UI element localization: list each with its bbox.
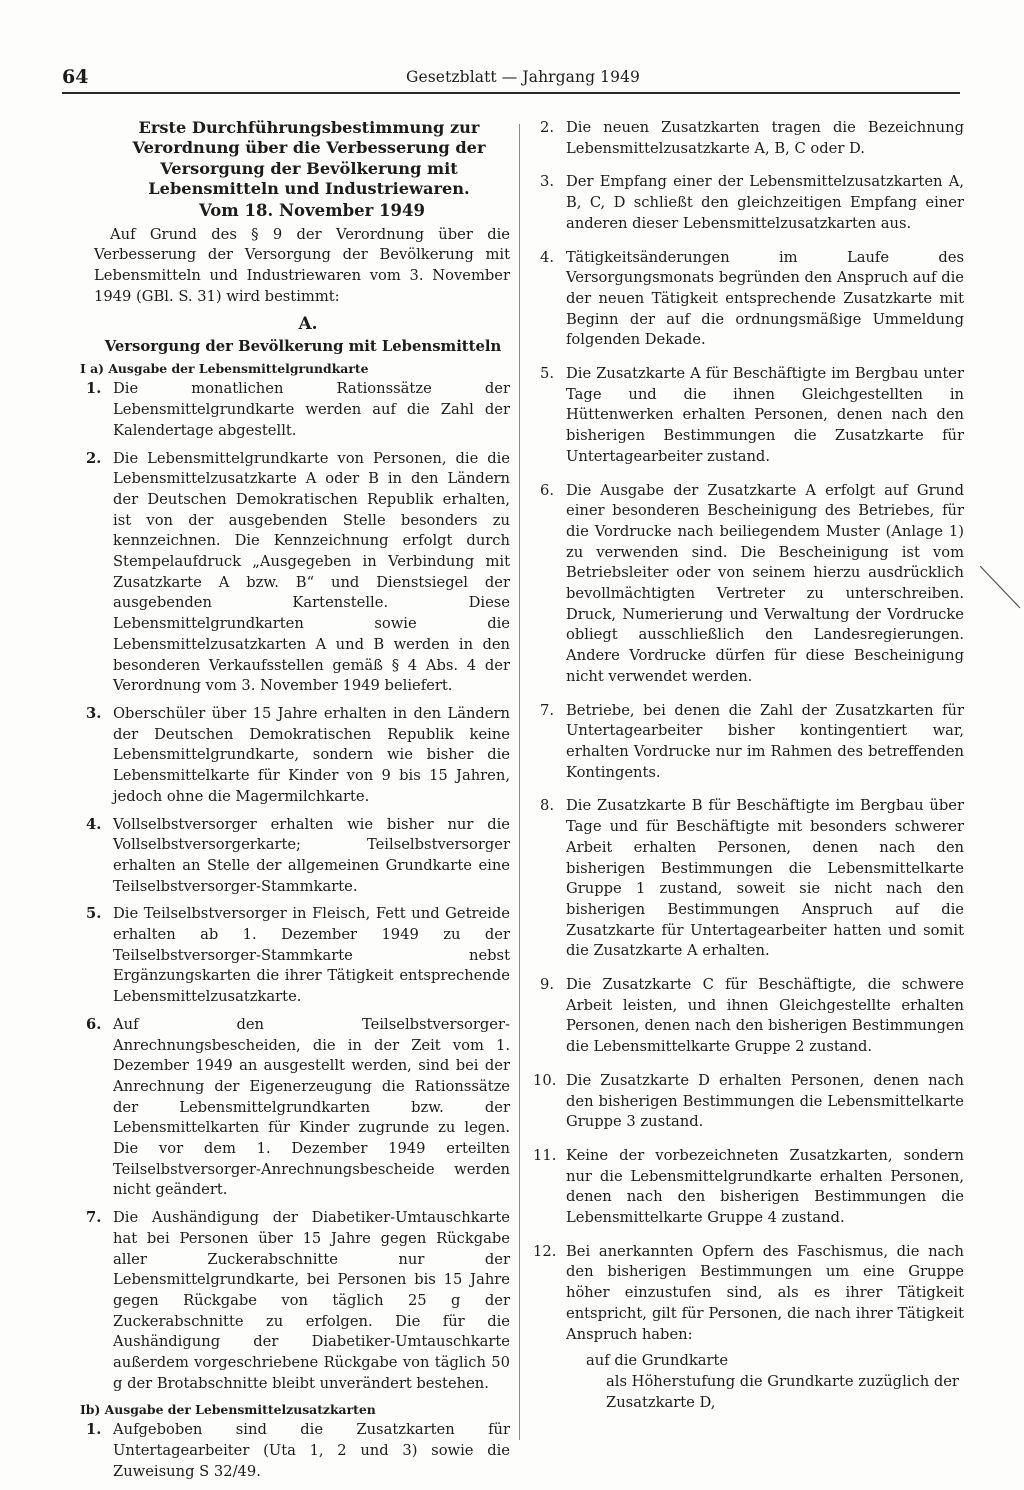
list-item bbox=[536, 248, 964, 352]
list-item bbox=[82, 379, 510, 441]
item-text: Der Empfang einer der Lebensmittelzusatzkarten A, B, C, D schließt den gleichzeitigen Empfang einer anderen dieser Lebensmittelzusatzkarten aus. bbox=[566, 173, 964, 232]
item-number: 6. bbox=[86, 1015, 102, 1033]
item-text: Aufgeboben sind die Zusatzkarten für Untertagearbeiter (Uta 1, 2 und 3) sowie die Zuweisung S 32/49. bbox=[113, 1421, 510, 1480]
item-text: Die Zusatzkarte C für Beschäftigte, die schwere Arbeit leisten, und ihnen Gleichgestellte erhalten Personen, denen nach den bisherigen Bestimmungen die Lebensmittelkarte Gruppe 2 zustand. bbox=[566, 976, 964, 1056]
list-item bbox=[533, 1146, 964, 1229]
item-number: 11. bbox=[533, 1146, 557, 1164]
item-number: 7. bbox=[86, 1209, 102, 1227]
list-item bbox=[82, 1208, 510, 1394]
left-column bbox=[82, 118, 510, 1490]
item-text: Oberschüler über 15 Jahre erhalten in den Ländern der Deutschen Demokratischen Republik keine Lebensmittelgrundkarte, sondern wie bisher die Lebensmittelkarte für Kinder von 9 bis 15 Jahren, jedoch ohne die Magermilchkarte. bbox=[113, 704, 510, 805]
item-text: Die monatlichen Rationssätze der Lebensmittelgrundkarte werden auf die Zahl der Kalendertage abgestellt. bbox=[113, 380, 510, 439]
list-item bbox=[536, 481, 964, 688]
list-item bbox=[82, 449, 510, 697]
sub-list-line: auf die Grundkarte bbox=[586, 1352, 729, 1370]
item-text: Die Aushändigung der Diabetiker-Umtauschkarte hat bei Personen über 15 Jahre gegen Rückgabe aller Zuckerabschnitte nur der Lebensmittelgrundkarte, bei Personen bis 15 Jahre gegen Rückgabe von täglich 25 g der Zuckerabschnitte zu erfolgen. Die für die Aushändigung der Diabetiker-Umtauschkarte außerdem vorgeschriebene Rückgabe von täglich 50 g der Brotabschnitte bleibt unverändert bestehen. bbox=[113, 1209, 510, 1392]
item-text: Vollselbstversorger erhalten wie bisher nur die Vollselbstversorgerkarte; Teilselbstversorger erhalten an Stelle der allgemeinen Grundkarte eine Teilselbstversorger-Stammkarte. bbox=[113, 815, 510, 895]
sub-list-line: als Höherstufung die Grundkarte zuzüglich der Zusatzkarte D, bbox=[606, 1372, 959, 1411]
item-text: Betriebe, bei denen die Zahl der Zusatzkarten für Untertagearbeiter bisher kontingentiert war, erhalten Vordrucke nur im Rahmen des betreffenden Kontingents. bbox=[566, 701, 964, 781]
item-text: Tätigkeitsänderungen im Laufe des Versorgungsmonats begründen den Anspruch auf die der neuen Tätigkeit entsprechende Zusatzkarte mit Beginn der auf die ordnungsmäßige Ummeldung folgenden Dekade. bbox=[566, 248, 964, 349]
item-text: Die Ausgabe der Zusatzkarte A erfolgt auf Grund einer besonderen Bescheinigung des Betriebes, für die Vordrucke nach beiliegendem Muster (Anlage 1) zu verwenden sind. Die Bescheinigung ist vom Betriebsleiter oder von seinem hierzu ausdrücklich bevollmächtigten Vertreter zu unterschreiben. Druck, Numerierung und Verwaltung der Vordrucke obliegt ausschließlich den Landesregierungen. Andere Vordrucke dürfen für diese Bescheinigung nicht verwendet werden. bbox=[566, 481, 964, 685]
item-number: 3. bbox=[540, 173, 555, 191]
list-item bbox=[536, 172, 964, 234]
item-text: Auf den Teilselbstversorger-Anrechnungsbescheiden, die in der Zeit vom 1. Dezember 1949 an ausgestellt werden, sind bei der Anrechnung der Eigenerzeugung die Rationssätze der Lebensmittelgrundkarten bzw. der Lebensmittelkarten für Kinder zugrunde zu legen. Die vor dem 1. Dezember 1949 erteilten Teilselbstversorger-Anrechnungsbescheide werden nicht geändert. bbox=[113, 1015, 510, 1199]
item-number: 10. bbox=[533, 1071, 557, 1089]
list-item bbox=[536, 796, 964, 962]
item-number: 8. bbox=[540, 797, 555, 815]
column-divider bbox=[519, 124, 520, 1440]
item-text: Die Zusatzkarte D erhalten Personen, denen nach den bisherigen Bestimmungen die Lebensmittelkarte Gruppe 3 zustand. bbox=[566, 1071, 964, 1131]
item-number: 1. bbox=[86, 1421, 102, 1439]
item-text: Die Zusatzkarte B für Beschäftigte im Bergbau über Tage und für Beschäftigte mit besonders schwerer Arbeit erhalten Personen, denen nach den bisherigen Bestimmungen die Lebensmittelkarte Gruppe 1 zustand, soweit sie nicht nach den bisherigen Bestimmungen Anspruch auf die Zusatzkarte für Untertagearbeiter hatten und somit die Zusatzkarte A erhalten. bbox=[566, 797, 964, 960]
item-number: 4. bbox=[86, 815, 102, 833]
list-item bbox=[533, 1242, 964, 1346]
item-number: 3. bbox=[86, 704, 102, 722]
item-number: 2. bbox=[540, 119, 555, 136]
list-item bbox=[82, 704, 510, 808]
list-item bbox=[82, 1420, 510, 1482]
header-rule bbox=[62, 92, 960, 94]
item-number: 1. bbox=[86, 380, 102, 398]
item-number: 5. bbox=[86, 905, 102, 923]
margin-mark bbox=[980, 566, 1024, 610]
list-item bbox=[82, 1015, 510, 1201]
item-number: 2. bbox=[86, 449, 102, 467]
page-header bbox=[62, 66, 962, 92]
list-item bbox=[533, 1071, 964, 1133]
item-number: 4. bbox=[540, 248, 555, 266]
item-number: 7. bbox=[540, 701, 555, 719]
list-item bbox=[536, 118, 964, 159]
item-text: Keine der vorbezeichneten Zusatzkarten, sondern nur die Lebensmittelgrundkarte erhalten Personen, denen nach den bisherigen Bestimmungen die Lebensmittelkarte Gruppe 4 zustand. bbox=[566, 1146, 964, 1227]
section-letter: A. bbox=[298, 314, 318, 335]
preamble: Auf Grund des § 9 der Verordnung über die Verbesserung der Versorgung der Bevölkerung mit Lebensmitteln und Industriewaren vom 3. November 1949 (GBl. S. 31) wird bestimmt: bbox=[94, 225, 510, 305]
item-text: Die Lebensmittelgrundkarte von Personen, die die Lebensmittelzusatzkarte A oder B in den Ländern der Deutschen Demokratischen Republik erhalten, ist von der ausgebenden Stelle besonders zu kennzeichnen. Die Kennzeichnung erfolgt durch Stempelaufdruck „Ausgegeben in Verbindung mit Zusatzkarte A bzw. B“ und Dienstsiegel der ausgebenden Kartenstelle. Diese Lebensmittelgrundkarten sowie die Lebensmittelzusatzkarten A und B werden in den besonderen Verkaufsstellen gemäß § 4 Abs. 4 der Verordnung vom 3. November 1949 beliefert. bbox=[113, 449, 510, 695]
list-item bbox=[82, 904, 510, 1008]
subsection-heading-ib: Ib) Ausgabe der Lebensmittelzusatzkarten bbox=[80, 1402, 376, 1418]
page-number: 64 bbox=[62, 66, 89, 88]
list-item bbox=[82, 815, 510, 898]
item-text: Die Zusatzkarte A für Beschäftigte im Bergbau unter Tage und die ihnen Gleichgestellten in Hüttenwerken erhalten Personen, denen nach den bisherigen Bestimmungen die Zusatzkarte für Untertagearbeiter zustand. bbox=[566, 365, 964, 465]
section-title: Versorgung der Bevölkerung mit Lebensmitteln bbox=[104, 338, 502, 356]
item-text: Die Teilselbstversorger in Fleisch, Fett und Getreide erhalten ab 1. Dezember 1949 zu der Teilselbstversorger-Stammkarte nebst Ergänzungskarten die ihrer Tätigkeit entsprechende Lebensmittelzusatzkarte. bbox=[113, 905, 510, 1006]
list-item bbox=[536, 364, 964, 468]
item-number: 5. bbox=[540, 365, 555, 383]
subsection-heading-ia: I a) Ausgabe der Lebensmittelgrundkarte bbox=[80, 361, 369, 377]
document-title: Erste Durchführungsbestimmung zur Verordnung über die Verbesserung der Versorgung der Bevölkerung mit Lebensmitteln und Industriewaren. bbox=[132, 118, 486, 199]
item-text: Die neuen Zusatzkarten tragen die Bezeichnung Lebensmittelzusatzkarte A, B, C oder D. bbox=[566, 119, 964, 157]
document-date: Vom 18. November 1949 bbox=[199, 200, 425, 220]
item-number: 12. bbox=[533, 1242, 557, 1260]
item-text: Bei anerkannten Opfern des Faschismus, die nach den bisherigen Bestimmungen um eine Gruppe höher einzustufen sind, als es ihrer Tätigkeit entspricht, gilt für Personen, die nach ihrer Tätigkeit Anspruch haben: bbox=[566, 1242, 964, 1343]
list-item bbox=[536, 701, 964, 784]
item-number: 9. bbox=[540, 976, 555, 994]
item-number: 6. bbox=[540, 481, 555, 499]
running-title: Gesetzblatt — Jahrgang 1949 bbox=[406, 68, 640, 86]
right-column bbox=[533, 118, 964, 1413]
list-item bbox=[536, 975, 964, 1058]
